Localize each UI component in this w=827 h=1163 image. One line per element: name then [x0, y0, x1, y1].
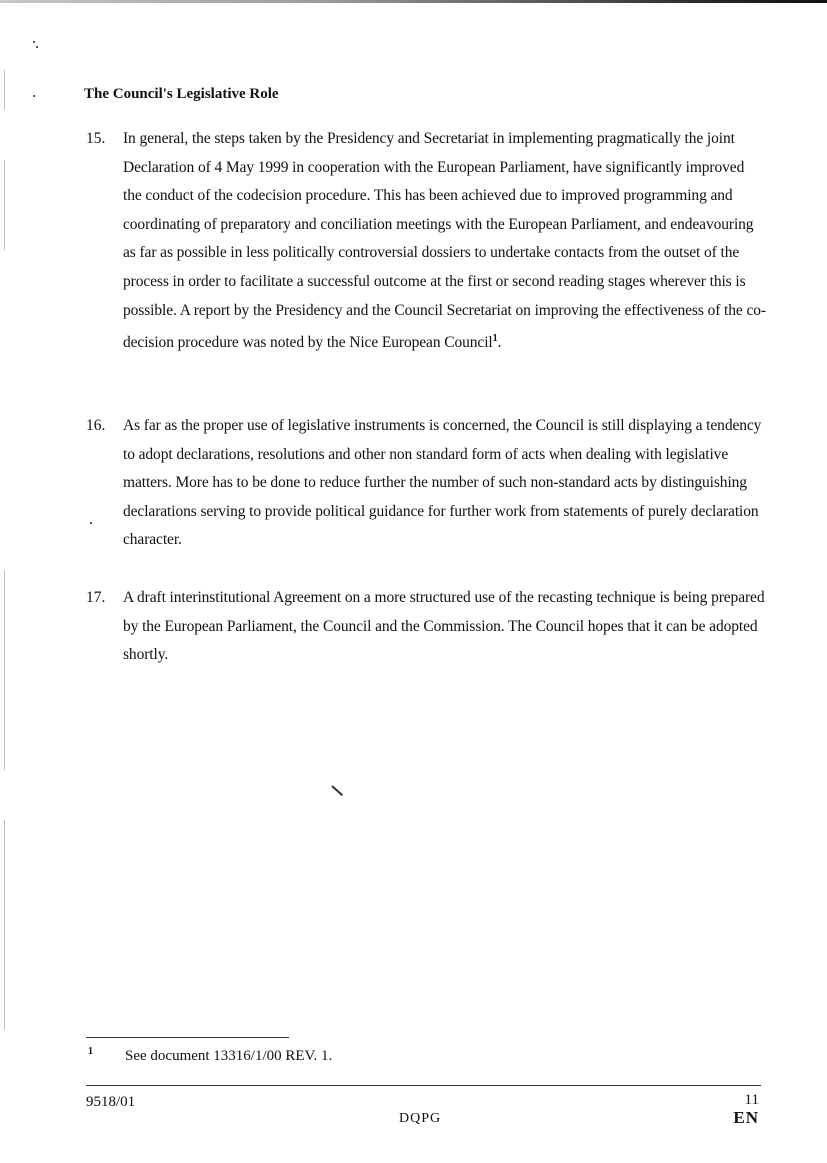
paragraph-17 — [86, 584, 766, 670]
page-number: 11 — [744, 1092, 759, 1108]
footnote-reference: 1 — [492, 333, 498, 345]
paragraph-number: 17. — [86, 589, 106, 606]
language-code: EN — [733, 1108, 759, 1127]
footnote-text: See document 13316/1/00 REV. 1. — [125, 1048, 333, 1064]
department-code: DQPG — [399, 1111, 442, 1126]
paragraph-text: In general, the steps taken by the Presidency and Secretariat in implementing pragmatically the joint Declaration of 4 May 1999 in cooperation with the European Parliament, have significantly improved the conduct of the codecision procedure. This has been achieved due to improved programming and coordinating of preparatory and conciliation meetings with the European Parliament, and endeavouring as far as possible in less politically controversial dossiers to undertake contacts from the outset of the process in order to facilitate a successful outcome at the first or second reading stages wherever this is possible. A report by the Presidency and the Council Secretariat on improving the effectiveness of the co-decision procedure was noted by the Nice European Council$^1$. — [123, 130, 766, 352]
scan-speck — [33, 95, 35, 97]
left-scan-edge — [4, 820, 5, 1030]
footer-separator — [86, 1085, 761, 1086]
document-reference: 9518/01 — [86, 1094, 136, 1110]
paragraph-number: 15. — [86, 130, 106, 147]
scan-stroke — [331, 785, 343, 796]
paragraph-text: As far as the proper use of legislative instruments is concerned, the Council is still displaying a tendency to adopt declarations, resolutions and other non standard form of acts when dealing with legislative matters. More has to be done to reduce further the number of such non-standard acts by distinguishing declarations serving to provide political guidance for further work from statements of purely declaration character. — [123, 417, 762, 549]
paragraph-text: A draft interinstitutional Agreement on a more structured use of the recasting technique is being prepared by the European Parliament, the Council and the Commission. The Council hopes that it can be adopted shortly. — [123, 589, 765, 664]
paragraph-15 — [86, 125, 766, 358]
section-heading: The Council's Legislative Role — [84, 86, 279, 102]
paragraph-16 — [86, 412, 766, 555]
left-scan-edge — [4, 570, 5, 770]
scan-speck — [33, 41, 35, 43]
footnote-marker: 1 — [88, 1046, 93, 1057]
left-scan-edge — [4, 70, 5, 110]
scan-speck — [36, 46, 38, 48]
top-scan-edge — [0, 0, 827, 3]
paragraph-number: 16. — [86, 417, 106, 434]
footnote-separator — [86, 1037, 289, 1038]
left-scan-edge — [4, 160, 5, 250]
